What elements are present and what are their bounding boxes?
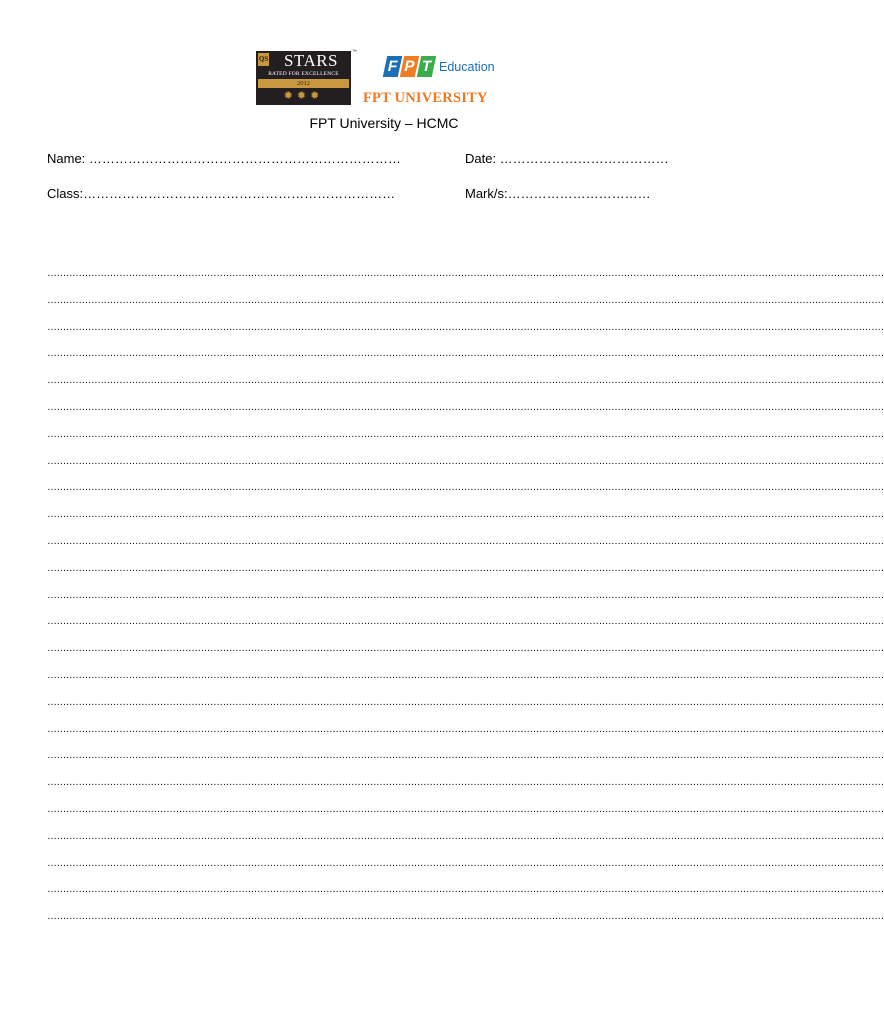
qs-star-icons: ✹✹✹ bbox=[283, 90, 324, 102]
class-field: Class:……………………………………………………………… bbox=[47, 186, 396, 201]
answer-line: …………………………………………………………………………………………………………………………………………………………………………………………………………………………………………… bbox=[47, 643, 884, 655]
answer-lines bbox=[47, 266, 884, 936]
fpt-education-label: Education bbox=[439, 60, 495, 74]
name-field: Name: ……………………………………………………………… bbox=[47, 151, 401, 166]
answer-line: …………………………………………………………………………………………………………………………………………………………………………………………………………………………………………… bbox=[47, 723, 884, 735]
qs-rated-label: RATED FOR EXCELLENCE bbox=[268, 71, 339, 77]
answer-line: …………………………………………………………………………………………………………………………………………………………………………………………………………………………………………… bbox=[47, 589, 884, 601]
qs-trademark: ™ bbox=[352, 49, 357, 55]
answer-line: …………………………………………………………………………………………………………………………………………………………………………………………………………………………………………… bbox=[47, 482, 884, 494]
answer-line: …………………………………………………………………………………………………………………………………………………………………………………………………………………………………………… bbox=[47, 750, 884, 762]
mark-field: Mark/s:…………………………… bbox=[465, 186, 651, 201]
answer-line: …………………………………………………………………………………………………………………………………………………………………………………………………………………………………………… bbox=[47, 401, 884, 413]
answer-line: …………………………………………………………………………………………………………………………………………………………………………………………………………………………………………… bbox=[47, 777, 884, 789]
answer-line: …………………………………………………………………………………………………………………………………………………………………………………………………………………………………………… bbox=[47, 562, 884, 574]
date-field: Date: ………………………………… bbox=[465, 151, 669, 166]
qs-year-band bbox=[258, 79, 349, 88]
fpt-letter-f: F bbox=[386, 58, 399, 75]
fpt-university-label: FPT UNIVERSITY bbox=[363, 90, 488, 106]
answer-line: …………………………………………………………………………………………………………………………………………………………………………………………………………………………………………… bbox=[47, 535, 884, 547]
answer-line: …………………………………………………………………………………………………………………………………………………………………………………………………………………………………………… bbox=[47, 509, 884, 521]
answer-line: …………………………………………………………………………………………………………………………………………………………………………………………………………………………………………… bbox=[47, 830, 884, 842]
fpt-letter-t: T bbox=[420, 58, 433, 75]
answer-line: …………………………………………………………………………………………………………………………………………………………………………………………………………………………………………… bbox=[47, 669, 884, 681]
fpt-letter-p: P bbox=[402, 58, 417, 75]
page-title: FPT University – HCMC bbox=[309, 115, 459, 131]
answer-line: …………………………………………………………………………………………………………………………………………………………………………………………………………………………………………… bbox=[47, 455, 884, 467]
answer-line: …………………………………………………………………………………………………………………………………………………………………………………………………………………………………………… bbox=[47, 375, 884, 387]
answer-line: …………………………………………………………………………………………………………………………………………………………………………………………………………………………………………… bbox=[47, 857, 884, 869]
answer-line: …………………………………………………………………………………………………………………………………………………………………………………………………………………………………………… bbox=[47, 911, 884, 923]
qs-year: 2012 bbox=[297, 80, 310, 87]
answer-line: …………………………………………………………………………………………………………………………………………………………………………………………………………………………………………… bbox=[47, 428, 884, 440]
answer-line: …………………………………………………………………………………………………………………………………………………………………………………………………………………………………………… bbox=[47, 616, 884, 628]
answer-line: …………………………………………………………………………………………………………………………………………………………………………………………………………………………………………… bbox=[47, 294, 884, 306]
answer-line: …………………………………………………………………………………………………………………………………………………………………………………………………………………………………………… bbox=[47, 803, 884, 815]
qs-mark: QS bbox=[258, 53, 269, 66]
answer-line: …………………………………………………………………………………………………………………………………………………………………………………………………………………………………………… bbox=[47, 321, 884, 333]
qs-stars-logo bbox=[256, 51, 351, 105]
qs-stars-title: STARS bbox=[283, 51, 339, 70]
answer-line: …………………………………………………………………………………………………………………………………………………………………………………………………………………………………………… bbox=[47, 696, 884, 708]
answer-line: …………………………………………………………………………………………………………………………………………………………………………………………………………………………………………… bbox=[47, 348, 884, 360]
answer-line: …………………………………………………………………………………………………………………………………………………………………………………………………………………………………………… bbox=[47, 884, 884, 896]
answer-line: …………………………………………………………………………………………………………………………………………………………………………………………………………………………………………… bbox=[47, 268, 884, 279]
fpt-tile-t bbox=[417, 56, 436, 77]
